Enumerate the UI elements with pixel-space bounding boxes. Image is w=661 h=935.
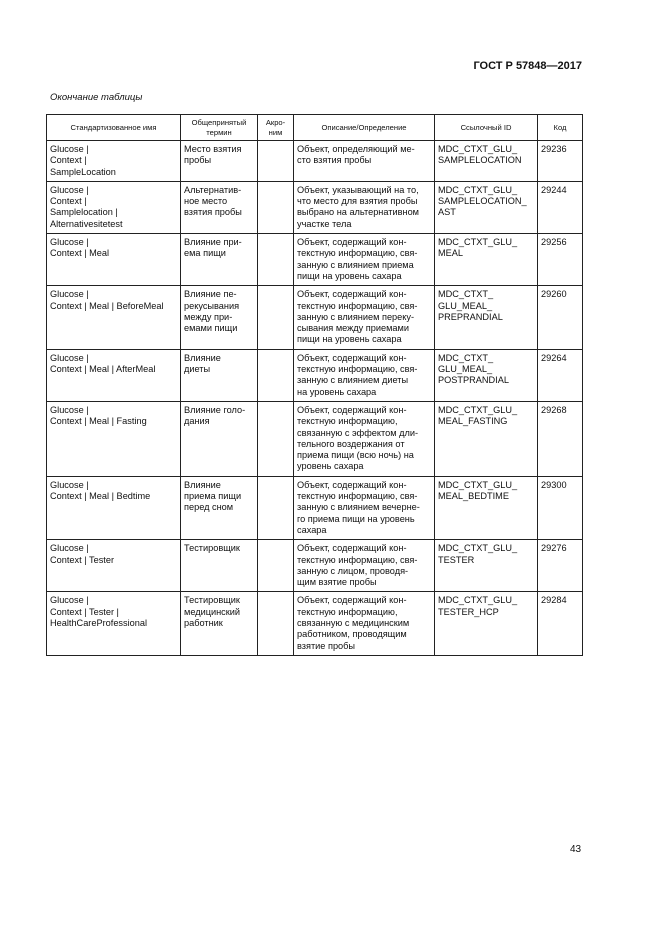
acronym-cell bbox=[258, 592, 294, 655]
standard-name-cell: Glucose | Context | Meal | Fasting bbox=[47, 401, 181, 476]
description-cell: Объект, указывающий на то, что место для взятия пробы выбрано на альтернативном участке тела bbox=[294, 181, 435, 233]
col-header-standard-name: Стандартизованное имя bbox=[47, 115, 181, 141]
standard-name-cell: Glucose | Context | Meal | AfterMeal bbox=[47, 349, 181, 401]
table-row bbox=[47, 234, 583, 286]
reference-id-cell: MDC_CTXT_GLU_ MEAL_FASTING bbox=[435, 401, 538, 476]
table-header-row bbox=[47, 115, 583, 141]
standard-name-cell: Glucose | Context | Tester bbox=[47, 540, 181, 592]
standard-name-cell: Glucose | Context | Meal | BeforeMeal bbox=[47, 286, 181, 349]
col-header-description: Описание/Определение bbox=[294, 115, 435, 141]
document-standard-number: ГОСТ Р 57848—2017 bbox=[473, 60, 582, 72]
standard-name-cell: Glucose | Context | Samplelocation | Alternativesitetest bbox=[47, 181, 181, 233]
description-cell: Объект, содержащий кон- текстную информацию, свя- занную с влиянием приема пищи на уровень сахара bbox=[294, 234, 435, 286]
table-row bbox=[47, 349, 583, 401]
table-row bbox=[47, 476, 583, 539]
description-cell: Объект, содержащий кон- текстную информацию, свя- занную с влиянием диеты на уровень сахара bbox=[294, 349, 435, 401]
col-header-code: Код bbox=[538, 115, 583, 141]
table-row bbox=[47, 286, 583, 349]
standard-name-cell: Glucose | Context | SampleLocation bbox=[47, 141, 181, 182]
acronym-cell bbox=[258, 181, 294, 233]
reference-id-cell: MDC_CTXT_GLU_ MEAL bbox=[435, 234, 538, 286]
code-cell: 29276 bbox=[538, 540, 583, 592]
common-term-cell: Влияние при- ема пищи bbox=[181, 234, 258, 286]
table-row bbox=[47, 141, 583, 182]
reference-id-cell: MDC_CTXT_GLU_ SAMPLELOCATION bbox=[435, 141, 538, 182]
table-body bbox=[47, 141, 583, 656]
common-term-cell: Влияние приема пищи перед сном bbox=[181, 476, 258, 539]
acronym-cell bbox=[258, 141, 294, 182]
table-row bbox=[47, 401, 583, 476]
reference-id-cell: MDC_CTXT_GLU_ MEAL_BEDTIME bbox=[435, 476, 538, 539]
description-cell: Объект, содержащий кон- текстную информацию, свя- занную с влиянием переку- сывания между приемами пищи на уровень сахара bbox=[294, 286, 435, 349]
code-cell: 29244 bbox=[538, 181, 583, 233]
common-term-cell: Тестировщик bbox=[181, 540, 258, 592]
common-term-cell: Влияние пе- рекусывания между при- емами пищи bbox=[181, 286, 258, 349]
code-cell: 29300 bbox=[538, 476, 583, 539]
common-term-cell: Альтернатив- ное место взятия пробы bbox=[181, 181, 258, 233]
reference-id-cell: MDC_CTXT_GLU_ TESTER bbox=[435, 540, 538, 592]
code-cell: 29264 bbox=[538, 349, 583, 401]
standard-name-cell: Glucose | Context | Meal bbox=[47, 234, 181, 286]
page-number: 43 bbox=[570, 844, 582, 855]
description-cell: Объект, определяющий ме- сто взятия пробы bbox=[294, 141, 435, 182]
table-row bbox=[47, 540, 583, 592]
code-cell: 29236 bbox=[538, 141, 583, 182]
code-cell: 29256 bbox=[538, 234, 583, 286]
acronym-cell bbox=[258, 286, 294, 349]
common-term-cell: Тестировщик медицинский работник bbox=[181, 592, 258, 655]
reference-id-cell: MDC_CTXT_ GLU_MEAL_ POSTPRANDIAL bbox=[435, 349, 538, 401]
common-term-cell: Влияние диеты bbox=[181, 349, 258, 401]
acronym-cell bbox=[258, 349, 294, 401]
description-cell: Объект, содержащий кон- текстную информацию, связанную с медицинским работником, проводящим взятие пробы bbox=[294, 592, 435, 655]
description-cell: Объект, содержащий кон- текстную информацию, связанную с эффектом дли- тельного воздержания от приема пищи (всю ночь) на уровень сахара bbox=[294, 401, 435, 476]
description-cell: Объект, содержащий кон- текстную информацию, свя- занную с лицом, проводя- щим взятие пробы bbox=[294, 540, 435, 592]
acronym-cell bbox=[258, 540, 294, 592]
col-header-acronym: Акро- ним bbox=[258, 115, 294, 141]
acronym-cell bbox=[258, 401, 294, 476]
common-term-cell: Влияние голо- дания bbox=[181, 401, 258, 476]
table-row bbox=[47, 181, 583, 233]
reference-id-cell: MDC_CTXT_ GLU_MEAL_ PREPRANDIAL bbox=[435, 286, 538, 349]
code-cell: 29268 bbox=[538, 401, 583, 476]
description-cell: Объект, содержащий кон- текстную информацию, свя- занную с влиянием вечерне- го приема пищи на уровень сахара bbox=[294, 476, 435, 539]
acronym-cell bbox=[258, 476, 294, 539]
standard-name-cell: Glucose | Context | Meal | Bedtime bbox=[47, 476, 181, 539]
code-cell: 29260 bbox=[538, 286, 583, 349]
reference-id-cell: MDC_CTXT_GLU_ TESTER_HCP bbox=[435, 592, 538, 655]
col-header-reference-id: Ссылочный ID bbox=[435, 115, 538, 141]
common-term-cell: Место взятия пробы bbox=[181, 141, 258, 182]
terms-table bbox=[46, 114, 583, 656]
reference-id-cell: MDC_CTXT_GLU_ SAMPLELOCATION_ AST bbox=[435, 181, 538, 233]
table-row bbox=[47, 592, 583, 655]
acronym-cell bbox=[258, 234, 294, 286]
code-cell: 29284 bbox=[538, 592, 583, 655]
table-caption: Окончание таблицы bbox=[50, 92, 143, 103]
col-header-common-term: Общепринятый термин bbox=[181, 115, 258, 141]
standard-name-cell: Glucose | Context | Tester | HealthCareProfessional bbox=[47, 592, 181, 655]
